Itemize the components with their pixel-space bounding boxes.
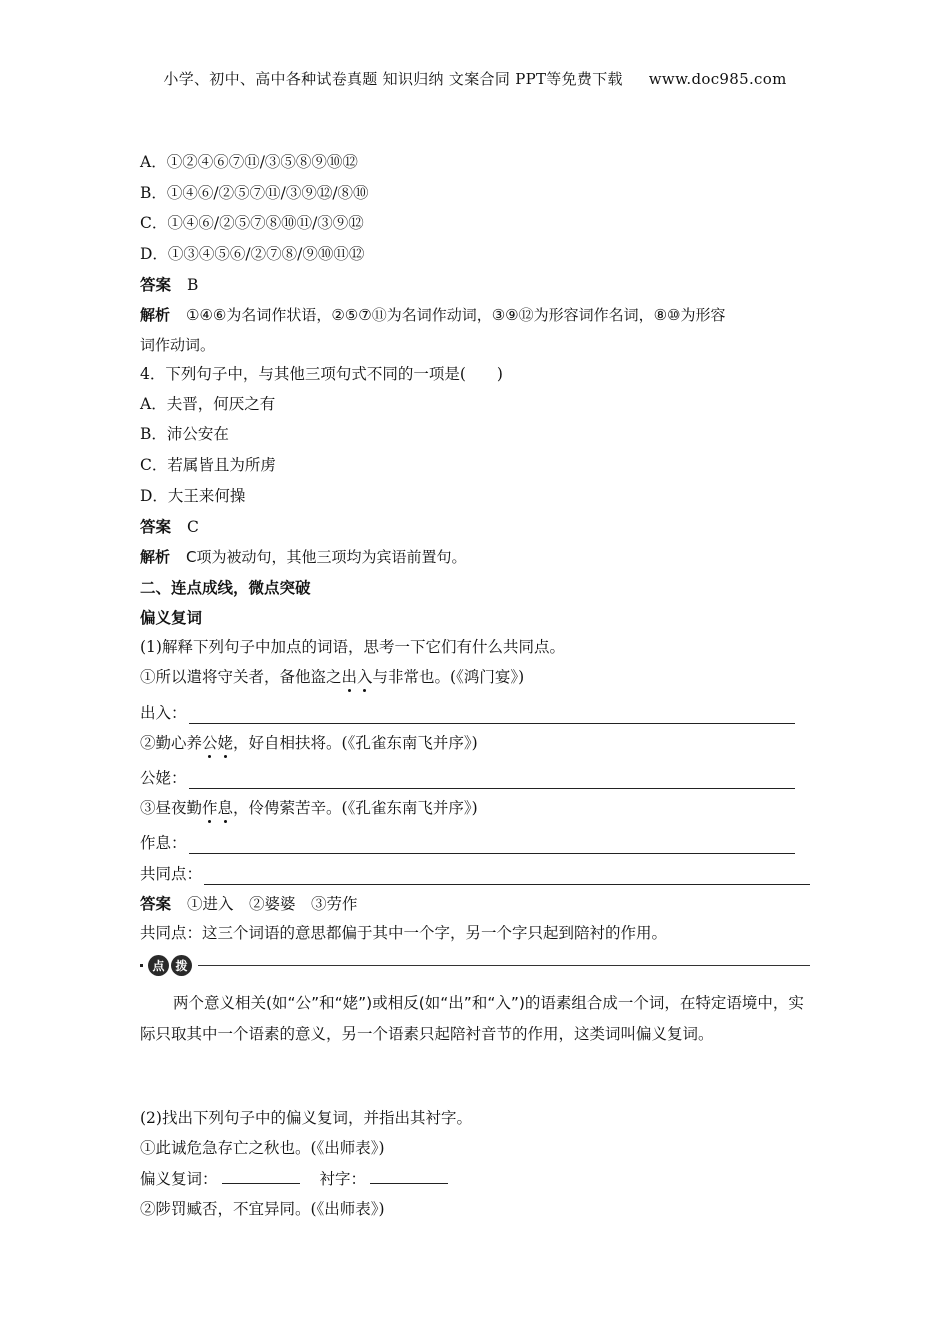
sentence-2 bbox=[140, 732, 478, 754]
q3-option-a: A．①②④⑥⑦⑪/③⑤⑧⑨⑩⑫ bbox=[140, 153, 358, 171]
fill-row-common bbox=[140, 863, 810, 885]
q4-option-d: D．大王来何操 bbox=[140, 487, 246, 505]
analysis-text: C项为被动句，其他三项均为宾语前置句。 bbox=[186, 548, 467, 566]
answer-value: ①进入 ②婆婆 ③劳作 bbox=[187, 895, 358, 913]
tip-paragraph: 两个意义相关(如“公”和“姥”)或相反(如“出”和“入”)的语素组合成一个词，在特定语境中，实际只取其中一个语素的意义，另一个语素只起陪衬音节的作用，这类词叫偏义复词。 bbox=[140, 994, 804, 1043]
sentence-text: ①所以遣将守关者，备他盗之 bbox=[140, 668, 342, 686]
sentence-text: 与非常也。(《鸿门宴》) bbox=[372, 668, 525, 686]
section-title: 二、连点成线，微点突破 bbox=[140, 579, 311, 597]
fill-label: 偏义复词： bbox=[140, 1170, 218, 1188]
sentence-text: ，好自相扶将。(《孔雀东南飞并序》) bbox=[233, 734, 478, 752]
q2-sentence-2: ②陟罚臧否，不宜异同。(《出师表》) bbox=[140, 1200, 385, 1218]
answer-label: 答案 bbox=[140, 518, 172, 536]
answer-value: C bbox=[187, 518, 199, 536]
q3-analysis bbox=[140, 304, 726, 326]
q4-stem: 4．下列句子中，与其他三项句式不同的一项是( ) bbox=[140, 365, 503, 383]
dotted-char: 公 bbox=[202, 734, 218, 752]
fill-blank[interactable] bbox=[189, 772, 795, 789]
q3-option-c: C．①④⑥/②⑤⑦⑧⑩⑪/③⑨⑫ bbox=[140, 214, 364, 232]
fill-row-zuoxi bbox=[140, 832, 795, 854]
fill-label: 公姥： bbox=[140, 769, 187, 787]
common-answer: 共同点：这三个词语的意思都偏于其中一个字，另一个字只起到陪衬的作用。 bbox=[140, 924, 668, 942]
q3-answer bbox=[140, 274, 198, 296]
fill-label: 衬字： bbox=[319, 1170, 367, 1188]
sentence-1 bbox=[140, 666, 524, 688]
header-text: 小学、初中、高中各种试卷真题 知识归纳 文案合同 PPT等免费下载 bbox=[163, 70, 623, 88]
q2-sentence-1: ①此诚危急存亡之秋也。(《出师表》) bbox=[140, 1139, 385, 1157]
fill-row-churu bbox=[140, 702, 795, 724]
fill-label: 共同点： bbox=[140, 865, 203, 883]
sentence-text: ②勤心养 bbox=[140, 734, 203, 752]
sentence-text: ，伶俜萦苦辛。(《孔雀东南飞并序》) bbox=[233, 799, 478, 817]
fill-blank[interactable] bbox=[189, 837, 795, 854]
tip-header bbox=[140, 952, 810, 978]
q4-answer bbox=[140, 516, 199, 538]
fill-blank[interactable] bbox=[189, 707, 795, 724]
fill-blank[interactable] bbox=[222, 1168, 300, 1184]
header-site: www.doc985.com bbox=[648, 70, 787, 88]
dotted-char: 姥 bbox=[217, 734, 234, 752]
answer-label: 答案 bbox=[140, 895, 172, 913]
dotted-char: 息 bbox=[217, 799, 234, 817]
q3-option-d: D．①③④⑤⑥/②⑦⑧/⑨⑩⑪⑫ bbox=[140, 245, 365, 263]
analysis-label: 解析 bbox=[140, 306, 171, 324]
tip-dot-icon bbox=[140, 962, 146, 968]
q3-option-b: B．①④⑥/②⑤⑦⑪/③⑨⑫/⑧⑩ bbox=[140, 184, 369, 202]
q4-option-c: C．若属皆且为所虏 bbox=[140, 456, 276, 474]
section-answer bbox=[140, 893, 358, 915]
fill-row-gongmu bbox=[140, 767, 795, 789]
q1-stem: (1)解释下列句子中加点的词语，思考一下它们有什么共同点。 bbox=[140, 638, 565, 656]
answer-label: 答案 bbox=[140, 276, 172, 294]
analysis-label: 解析 bbox=[140, 548, 171, 566]
dotted-char: 入 bbox=[357, 668, 373, 686]
fill-blank[interactable] bbox=[370, 1168, 448, 1184]
tip-badge: 拨 bbox=[171, 955, 192, 976]
fill-blank[interactable] bbox=[204, 868, 810, 885]
q4-analysis bbox=[140, 546, 467, 568]
q4-option-b: B．沛公安在 bbox=[140, 425, 229, 443]
dotted-char: 作 bbox=[202, 799, 218, 817]
q3-analysis-cont: 词作动词。 bbox=[140, 336, 216, 354]
section-subtitle: 偏义复词 bbox=[140, 609, 203, 627]
sentence-3 bbox=[140, 797, 478, 819]
q2-stem: (2)找出下列句子中的偏义复词，并指出其衬字。 bbox=[140, 1109, 472, 1127]
q2-fill-row bbox=[140, 1168, 452, 1190]
tip-rule bbox=[198, 965, 810, 966]
answer-value: B bbox=[187, 276, 199, 294]
tip-badge: 点 bbox=[148, 955, 169, 976]
fill-label: 出入： bbox=[140, 704, 187, 722]
fill-label: 作息： bbox=[140, 834, 187, 852]
sentence-text: ③昼夜勤 bbox=[140, 799, 203, 817]
analysis-text: ①④⑥为名词作状语，②⑤⑦⑪为名词作动词，③⑨⑫为形容词作名词，⑧⑩为形容 bbox=[186, 306, 726, 324]
page-header bbox=[0, 68, 950, 89]
q4-option-a: A．夫晋，何厌之有 bbox=[140, 395, 276, 413]
dotted-char: 出 bbox=[341, 668, 358, 686]
